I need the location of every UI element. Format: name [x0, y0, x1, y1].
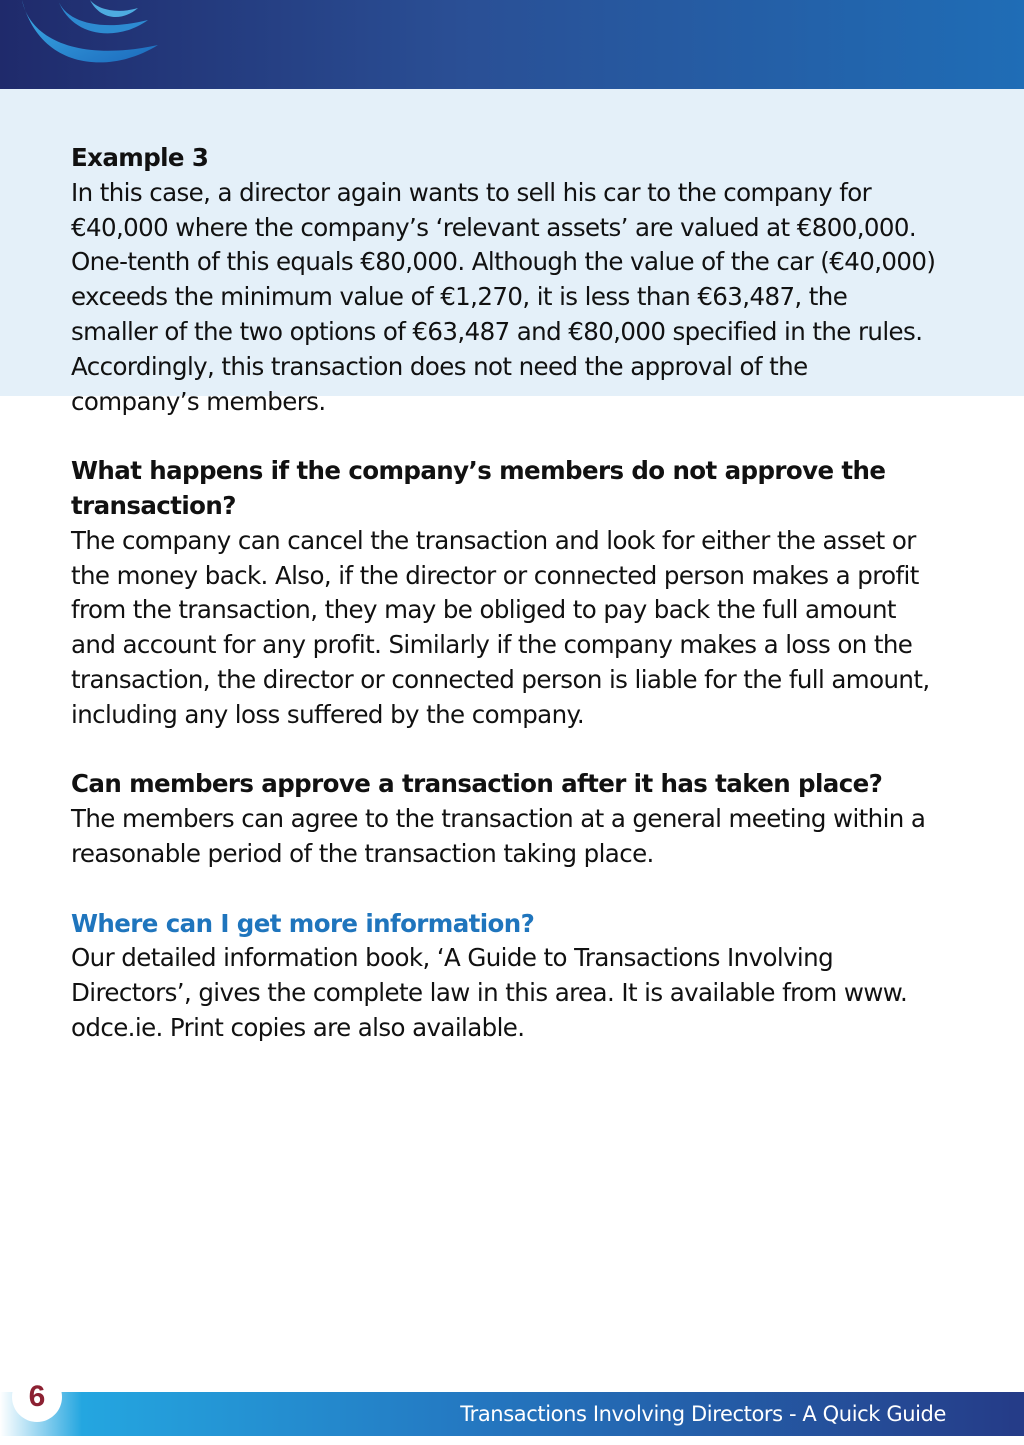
approve-after-line: reasonable period of the transaction taking place. [71, 838, 654, 868]
not-approved-heading: What happens if the company’s members do not approve the [71, 456, 886, 486]
approve-after-line: The members can agree to the transaction at a general meeting within a [71, 804, 926, 834]
paragraph-gap [71, 733, 961, 768]
not-approved-line: and account for any profit. Similarly if the company makes a loss on the [71, 630, 913, 660]
approve-after-heading: Can members approve a transaction after it has taken place? [71, 769, 883, 799]
example-3-line: company’s members. [71, 386, 326, 416]
swirl-logo-icon [0, 0, 180, 89]
paragraph-gap [71, 419, 961, 454]
paragraph-gap [71, 872, 961, 907]
not-approved-line: The company can cancel the transaction and look for either the asset or [71, 525, 916, 555]
footer-title: Transactions Involving Directors - A Quick Guide [460, 1402, 946, 1426]
more-info-line: Directors’, gives the complete law in this area. It is available from www. [71, 978, 908, 1008]
not-approved-line: the money back. Also, if the director or connected person makes a profit [71, 560, 919, 590]
example-3-line: One-tenth of this equals €80,000. Although the value of the car (€40,000) [71, 247, 936, 277]
more-info-line: odce.ie. Print copies are also available. [71, 1012, 525, 1042]
more-info-line: Our detailed information book, ‘A Guide to Transactions Involving [71, 943, 834, 973]
example-3-line: smaller of the two options of €63,487 and €80,000 specified in the rules. [71, 316, 923, 346]
example-3-line: Accordingly, this transaction does not need the approval of the [71, 351, 808, 381]
example-3-heading: Example 3 [71, 143, 209, 172]
example-3-line: In this case, a director again wants to sell his car to the company for [71, 177, 872, 207]
more-info-heading: Where can I get more information? [71, 908, 535, 938]
example-3-line: €40,000 where the company’s ‘relevant assets’ are valued at €800,000. [71, 212, 917, 242]
main-content [71, 141, 961, 1046]
header-banner [0, 0, 1024, 89]
not-approved-line: including any loss suffered by the company. [71, 699, 585, 729]
example-3-line: exceeds the minimum value of €1,270, it is less than €63,487, the [71, 282, 848, 312]
not-approved-line: transaction, the director or connected person is liable for the full amount, [71, 664, 930, 694]
not-approved-heading: transaction? [71, 490, 236, 520]
page-number: 6 [12, 1372, 62, 1422]
not-approved-line: from the transaction, they may be obliged to pay back the full amount [71, 595, 896, 625]
